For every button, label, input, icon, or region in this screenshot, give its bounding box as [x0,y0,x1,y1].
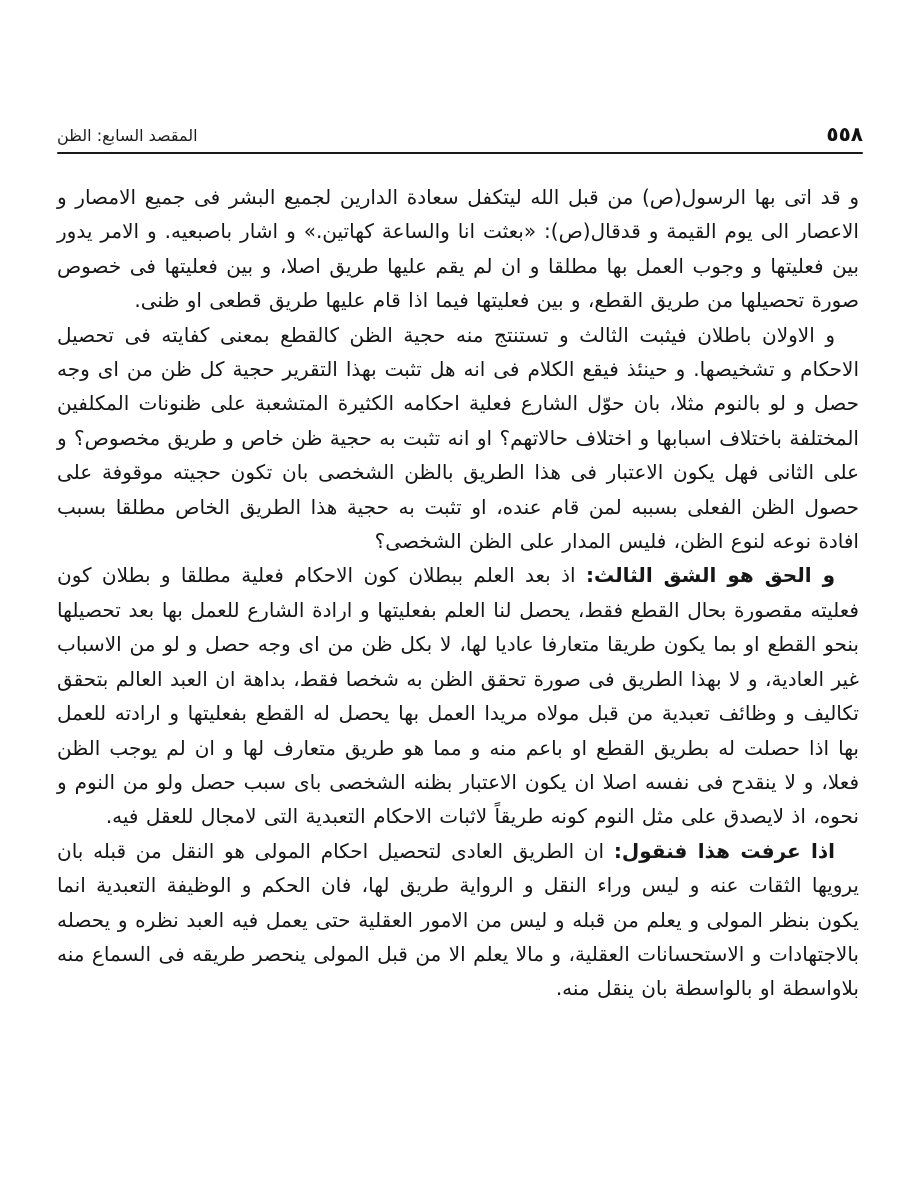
running-title: المقصد السابع: الظن [57,126,198,145]
paragraph-3-lead: و الحق هو الشق الثالث: [585,563,836,588]
header-rule [57,152,863,154]
paragraph-1-text: و قد اتى بها الرسول(ص) من قبل الله ليتكفل سعادة الدارين لجميع البشر فى جميع الامصار و الاعصار الى يوم القيمة و قدقال(ص): «بعثت انا والساعة كهاتين.» و اشار باصبعيه. و الامر يدور بين فعليتها و وجوب العمل بها مطلقا و ان لم يقم عليها طريق اصلا، و بين فعليتها فى خصوص صورة تحصيلها من طريق القطع، و بين فعليتها فيما اذا قام عليها طريق قطعى او ظنى. [57,185,859,313]
paragraph-3-text: اذ بعد العلم ببطلان كون الاحكام فعلية مطلقا و بطلان كون فعليته مقصورة بحال القطع فقط، يحصل لنا العلم بفعليتها و ارادة الشارع للعمل بها بعد تحصيلها بنحو القطع او بما يكون طريقا متعارفا عاديا لها، لا بكل ظن من اى وجه حصل و لو من الاسباب غير العادية، و لا بهذا الطريق فى صورة تحقق الظن به شخصا فقط، بداهة ان العبد العالم بتحقق تكاليف و وظائف تعبدية من قبل مولاه مريدا العمل بها يحصل له القطع بفعليتها و ارادته للعمل بها اذا حصلت له بطريق القطع او باعم منه و مما هو طريق متعارف لها و ان لم يوجب الظن فعلا، و لا ينقدح فى نفسه اصلا ان يكون الاعتبار بظنه الشخصى باى سبب حصل ولو من النوم و نحوه، اذ لايصدق على مثل النوم كونه طريقاً لاثبات الاحكام التعبدية التى لامجال للعقل فيه. [57,563,859,829]
page-number: ٥٥٨ [826,122,863,146]
paragraph-4-text: ان الطريق العادى لتحصيل احكام المولى هو النقل من قبله بان يرويها الثقات عنه و ليس وراء النقل و الرواية طريق لها، فان الحكم و الوظيفة التعبدية انما يكون بنظر المولى و يعلم من قبله و ليس من الامور العقلية حتى يعمل فيه العبد نظره و يحصله بالاجتهادات و الاستحسانات العقلية، و مالا يعلم الا من قبل المولى ينحصر طريقه فى السماع منه بلاواسطة او بالواسطة بان ينقل منه. [57,838,859,1001]
paragraph-4-lead: اذا عرفت هذا فنقول: [613,838,835,863]
page-body [57,180,859,1006]
page-header [57,122,863,147]
paragraph-1 [57,180,859,318]
paragraph-2-text: و الاولان باطلان فيثبت الثالث و تستنتج منه حجية الظن كالقطع بمعنى كفايته فى تحصيل الاحكام و تشخيصها. و حينئذ فيقع الكلام فى انه هل تثبت بهذا التقرير حجية كل ظن من اى وجه حصل و لو بالنوم مثلا، بان حوّل الشارع فعلية احكامه الكثيرة المتشعبة على ظنونات المكلفين المختلفة باختلاف اسبابها و اختلاف حالاتهم؟ او انه تثبت به حجية ظن خاص و طريق مخصوص؟ و على الثانى فهل يكون الاعتبار فى هذا الطريق بالظن الشخصى بان تكون حجيته موقوفة على حصول الظن الفعلى بسببه لمن قام عنده، او تثبت به حجية هذا الطريق الخاص مطلقا بسبب افادة نوعه لنوع الظن، فليس المدار على الظن الشخصى؟ [57,322,859,554]
paragraph-2 [57,318,859,559]
paragraph-4 [57,834,859,1006]
paragraph-3 [57,558,859,833]
